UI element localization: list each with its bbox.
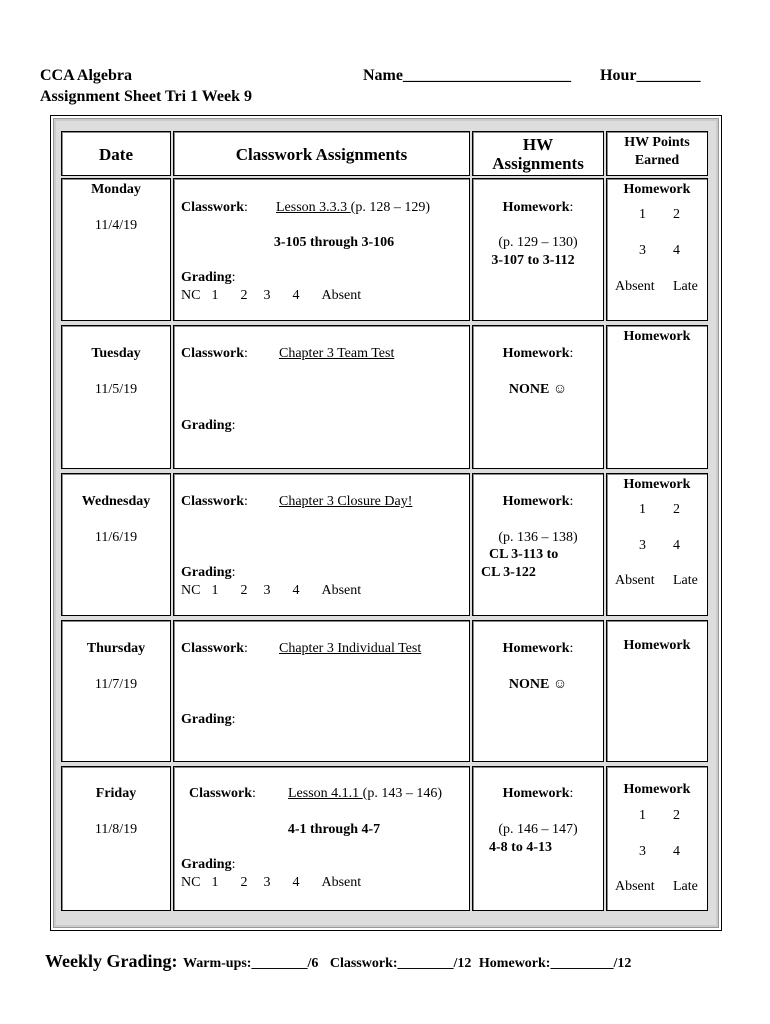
row-day: Tuesday xyxy=(91,346,141,361)
colon: : xyxy=(231,565,236,580)
grading-label: Grading xyxy=(181,418,232,433)
row-thursday-hw-cell xyxy=(472,620,604,762)
homework-label: Homework xyxy=(502,786,570,801)
grade-absent: Absent xyxy=(321,875,362,890)
grade-4: 4 xyxy=(292,288,300,303)
colon: : xyxy=(231,712,236,727)
classwork-problems: 4-1 through 4-7 xyxy=(287,822,381,837)
homework-label: Homework xyxy=(502,346,570,361)
col-header-points-line2: Earned xyxy=(634,153,680,168)
points-3: 3 xyxy=(639,243,646,258)
row-tuesday-classwork-cell xyxy=(173,325,470,469)
grade-4: 4 xyxy=(292,875,300,890)
hw-pages: (p. 146 – 147) xyxy=(498,822,578,837)
sheet-title: Assignment Sheet Tri 1 Week 9 xyxy=(40,88,253,105)
row-monday-points-cell xyxy=(606,178,708,321)
points-late: Late xyxy=(673,279,698,294)
row-tuesday-date-cell xyxy=(61,325,171,469)
homework-score: Homework:_________/12 xyxy=(478,956,632,971)
hw-problems-cont: CL 3-122 xyxy=(481,565,536,580)
colon: : xyxy=(244,641,248,656)
row-wednesday-points-cell xyxy=(606,473,708,616)
classwork-pages: (p. 143 – 146) xyxy=(362,786,442,801)
grading-scale xyxy=(181,287,361,304)
classwork-label: Classwork xyxy=(181,494,245,509)
points-3: 3 xyxy=(639,844,646,859)
row-monday-classwork-cell xyxy=(173,178,470,321)
row-date: 11/8/19 xyxy=(94,822,138,837)
row-tuesday-hw-cell xyxy=(472,325,604,469)
points-2: 2 xyxy=(673,808,680,823)
colon: : xyxy=(244,494,248,509)
points-4: 4 xyxy=(673,844,680,859)
row-friday-classwork-cell xyxy=(173,766,470,911)
points-homework-label: Homework xyxy=(623,477,691,492)
colon: : xyxy=(231,857,236,872)
row-friday-hw-cell xyxy=(472,766,604,911)
classwork-label: Classwork xyxy=(181,200,245,215)
hw-none: NONE xyxy=(508,677,550,692)
row-thursday-date-cell xyxy=(61,620,171,762)
homework-label: Homework xyxy=(502,494,570,509)
col-header-hw-line1: HW xyxy=(522,135,554,154)
classwork-lesson-link[interactable]: Chapter 3 Individual Test xyxy=(279,641,422,656)
weekly-grading-line xyxy=(45,951,631,972)
grade-1: 1 xyxy=(211,583,219,598)
hw-problems: 4-8 to 4-13 xyxy=(489,840,552,855)
classwork-lesson-link[interactable]: Chapter 3 Closure Day! xyxy=(279,494,413,509)
colon: : xyxy=(231,418,236,433)
points-absent: Absent xyxy=(615,879,655,894)
classwork-label: Classwork xyxy=(189,786,253,801)
points-3: 3 xyxy=(639,538,646,553)
grade-3: 3 xyxy=(263,875,271,890)
row-wednesday-classwork-cell xyxy=(173,473,470,616)
colon: : xyxy=(569,641,574,656)
homework-label: Homework xyxy=(502,200,570,215)
classwork-problems: 3-105 through 3-106 xyxy=(273,235,395,250)
classwork-label: Classwork xyxy=(181,346,245,361)
row-date: 11/4/19 xyxy=(94,218,138,233)
row-day: Thursday xyxy=(86,641,146,656)
row-friday-date-cell xyxy=(61,766,171,911)
points-homework-label: Homework xyxy=(623,638,691,653)
colon: : xyxy=(569,786,574,801)
grade-absent: Absent xyxy=(321,288,362,303)
points-homework-label: Homework xyxy=(623,782,691,797)
homework-label: Homework xyxy=(502,641,570,656)
classwork-lesson-link[interactable]: Chapter 3 Team Test xyxy=(279,346,395,361)
points-2: 2 xyxy=(673,502,680,517)
colon: : xyxy=(244,346,248,361)
col-header-date-text: Date xyxy=(99,145,133,164)
col-header-points xyxy=(606,131,708,176)
grade-1: 1 xyxy=(211,288,219,303)
points-1: 1 xyxy=(639,808,646,823)
classwork-pages: (p. 128 – 129) xyxy=(350,200,430,215)
points-absent: Absent xyxy=(615,573,655,588)
warmups-score: Warm-ups:________/6 xyxy=(183,956,319,971)
points-late: Late xyxy=(673,573,698,588)
points-4: 4 xyxy=(673,538,680,553)
points-4: 4 xyxy=(673,243,680,258)
col-header-date xyxy=(61,131,171,176)
row-day: Friday xyxy=(95,786,137,801)
row-thursday-points-cell xyxy=(606,620,708,762)
points-2: 2 xyxy=(673,207,680,222)
col-header-classwork xyxy=(173,131,470,176)
grade-1: 1 xyxy=(211,875,219,890)
row-monday-hw-cell xyxy=(472,178,604,321)
col-header-classwork-text: Classwork Assignments xyxy=(235,145,408,164)
points-late: Late xyxy=(673,879,698,894)
row-day: Wednesday xyxy=(81,494,151,509)
grade-2: 2 xyxy=(240,583,248,598)
weekly-grading-label: Weekly Grading: xyxy=(45,951,178,971)
grade-nc: NC xyxy=(181,875,201,890)
hw-problems: CL 3-113 to xyxy=(489,547,559,562)
row-date: 11/6/19 xyxy=(94,530,138,545)
row-wednesday-hw-cell xyxy=(472,473,604,616)
grading-label: Grading xyxy=(181,712,232,727)
colon: : xyxy=(569,346,574,361)
grade-absent: Absent xyxy=(321,583,362,598)
col-header-hw-line2: Assignments xyxy=(492,154,584,173)
colon: : xyxy=(569,494,574,509)
grading-label: Grading xyxy=(181,565,232,580)
grade-3: 3 xyxy=(263,288,271,303)
classwork-lesson-link[interactable]: Lesson 4.1.1 xyxy=(288,786,363,801)
row-friday-points-cell xyxy=(606,766,708,911)
hw-pages: (p. 129 – 130) xyxy=(498,235,578,250)
points-1: 1 xyxy=(639,207,646,222)
grading-scale xyxy=(181,874,361,891)
name-field: Name_____________________ xyxy=(363,67,571,84)
colon: : xyxy=(244,200,248,215)
smiley-icon: ☺ xyxy=(552,382,568,397)
row-thursday-classwork-cell xyxy=(173,620,470,762)
hour-field: Hour________ xyxy=(600,67,701,84)
grade-nc: NC xyxy=(181,288,201,303)
col-header-hw xyxy=(472,131,604,176)
grading-label: Grading xyxy=(181,270,232,285)
row-date: 11/5/19 xyxy=(94,382,138,397)
smiley-icon: ☺ xyxy=(552,677,568,692)
row-date: 11/7/19 xyxy=(94,677,138,692)
colon: : xyxy=(569,200,574,215)
points-1: 1 xyxy=(639,502,646,517)
grade-nc: NC xyxy=(181,583,201,598)
colon: : xyxy=(231,270,236,285)
row-day: Monday xyxy=(91,182,141,197)
colon: : xyxy=(252,786,256,801)
hw-none: NONE xyxy=(508,382,550,397)
points-homework-label: Homework xyxy=(623,329,691,344)
grading-label: Grading xyxy=(181,857,232,872)
col-header-points-line1: HW Points xyxy=(624,135,690,150)
row-wednesday-date-cell xyxy=(61,473,171,616)
hw-pages: (p. 136 – 138) xyxy=(498,530,578,545)
points-homework-label: Homework xyxy=(623,182,691,197)
hw-problems: 3-107 to 3-112 xyxy=(491,253,575,268)
row-tuesday-points-cell xyxy=(606,325,708,469)
grade-4: 4 xyxy=(292,583,300,598)
classwork-score: Classwork:________/12 xyxy=(329,956,472,971)
course-title: CCA Algebra xyxy=(40,67,132,84)
grading-scale xyxy=(181,582,361,599)
row-monday-date-cell xyxy=(61,178,171,321)
classwork-label: Classwork xyxy=(181,641,245,656)
grade-2: 2 xyxy=(240,875,248,890)
grade-2: 2 xyxy=(240,288,248,303)
points-absent: Absent xyxy=(615,279,655,294)
classwork-lesson-link[interactable]: Lesson 3.3.3 xyxy=(276,200,351,215)
grade-3: 3 xyxy=(263,583,271,598)
